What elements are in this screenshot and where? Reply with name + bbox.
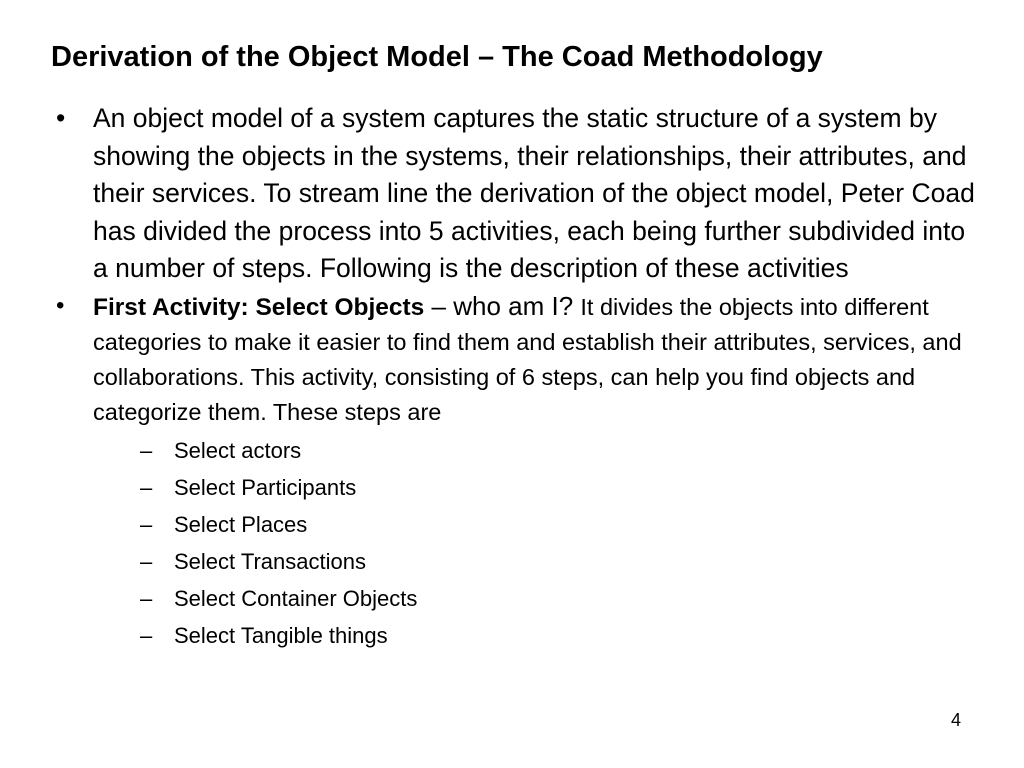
step-label: Select actors [174, 437, 302, 463]
page-number: 4 [951, 710, 962, 730]
bullet-first-activity [56, 289, 976, 654]
step-label: Select Container Objects [174, 585, 418, 611]
activity-question: – who am I? [424, 290, 581, 321]
dash-icon: – [140, 437, 153, 463]
dash-icon: – [140, 585, 153, 611]
bullet-object-model [56, 100, 976, 288]
activity-description: It divides the objects into different categories to make it easier to find them and establish their attributes, services, and collaborations. This activity, consisting of 6 steps, can help you find objects and categorize them. These steps are [93, 293, 962, 425]
step-label: Select Transactions [174, 548, 366, 574]
list-item [93, 543, 976, 580]
list-item [93, 469, 976, 506]
activity-heading: First Activity: Select Objects [93, 293, 425, 321]
steps-list [93, 432, 976, 654]
list-item [93, 432, 976, 469]
list-item [93, 617, 976, 654]
dash-icon: – [140, 511, 153, 537]
slide-title: Derivation of the Object Model – The Coad Methodology [51, 41, 823, 73]
list-item [93, 580, 976, 617]
dash-icon: – [140, 622, 153, 648]
list-item [93, 506, 976, 543]
bullet-text: An object model of a system captures the static structure of a system by showing the objects in the systems, their relationships, their attributes, and their services. To stream line the derivation of the object model, Peter Coad has divided the process into 5 activities, each being further subdivided into a number of steps. Following is the description of these activities [93, 103, 975, 283]
bullet-dot-icon: • [56, 291, 65, 319]
step-label: Select Places [174, 511, 308, 537]
dash-icon: – [140, 474, 153, 500]
step-label: Select Tangible things [174, 622, 388, 648]
slide-content [56, 100, 976, 654]
dash-icon: – [140, 548, 153, 574]
step-label: Select Participants [174, 474, 357, 500]
bullet-dot-icon: • [56, 103, 66, 133]
